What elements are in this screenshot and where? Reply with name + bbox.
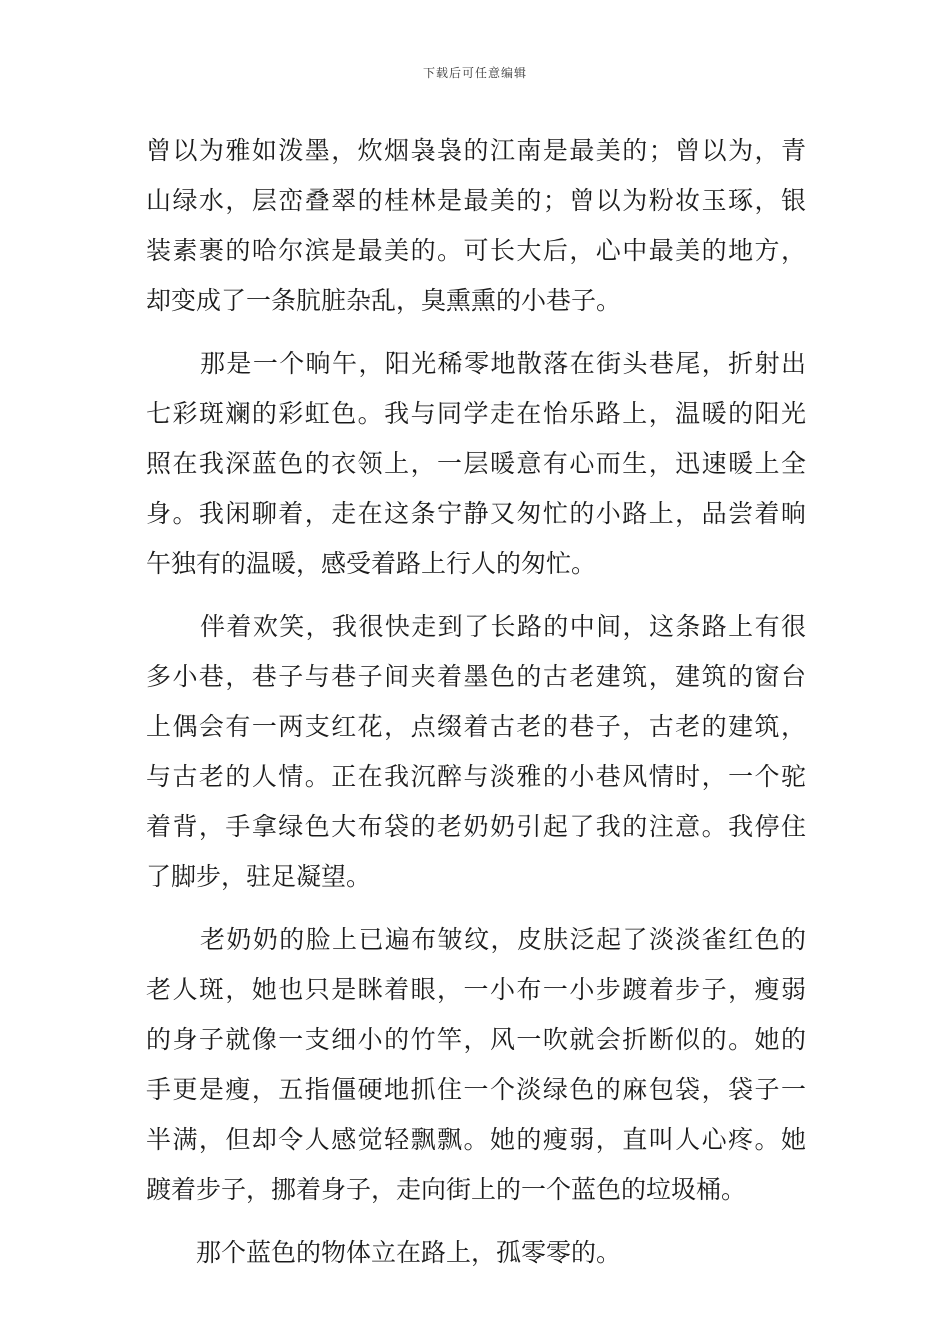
text-line: 伴着欢笑，我很快走到了长路的中间，这条路上有很 [200,612,806,641]
text-line: 那个蓝色的物体立在路上，孤零零的。 [196,1238,622,1267]
paragraph-gap [146,902,806,915]
text-line: 与古老的人情。正在我沉醉与淡雅的小巷风情时，一个驼 [146,762,806,791]
text-line: 照在我深蓝色的衣领上，一层暖意有心而生，迅速暖上全 [146,449,806,478]
text-line: 身。我闲聊着，走在这条宁静又匆忙的小路上，品尝着晌 [146,499,806,528]
text-line: 山绿水，层峦叠翠的桂林是最美的；曾以为粉妆玉琢，银 [146,186,806,215]
text-line: 多小巷，巷子与巷子间夹着墨色的古老建筑，建筑的窗台 [146,662,806,691]
text-line: 七彩斑斓的彩虹色。我与同学走在怡乐路上，温暖的阳光 [146,399,806,428]
text-line: 的身子就像一支细小的竹竿，风一吹就会折断似的。她的 [146,1025,806,1054]
text-line: 却变成了一条肮脏杂乱，臭熏熏的小巷子。 [146,286,622,315]
text-line: 老人斑，她也只是眯着眼，一小布一小步踱着步子，瘦弱 [146,975,806,1004]
text-line: 老奶奶的脸上已遍布皱纹，皮肤泛起了淡淡雀红色的 [200,925,806,954]
page-header: 下载后可任意编辑 [422,66,527,80]
paragraph-3 [146,602,806,902]
text-line: 了脚步，驻足凝望。 [146,862,372,891]
text-line: 手更是瘦，五指僵硬地抓住一个淡绿色的麻包袋，袋子一 [146,1075,806,1104]
paragraph-gap [146,326,806,339]
paragraph-gap [146,589,806,602]
paragraph-4 [146,915,806,1215]
text-line: 上偶会有一两支红花，点缀着古老的巷子，古老的建筑， [146,712,806,741]
paragraph-2 [146,339,806,589]
paragraph-5 [146,1228,806,1278]
text-line: 曾以为雅如泼墨，炊烟袅袅的江南是最美的；曾以为，青 [146,136,806,165]
text-line: 半满，但却令人感觉轻飘飘。她的瘦弱，直叫人心疼。她 [146,1125,806,1154]
text-line: 踱着步子，挪着身子，走向街上的一个蓝色的垃圾桶。 [146,1175,747,1204]
paragraph-1 [146,126,806,326]
paragraph-gap [146,1215,806,1228]
text-line: 那是一个晌午，阳光稀零地散落在街头巷尾，折射出 [200,349,806,378]
text-line: 装素裹的哈尔滨是最美的。可长大后，心中最美的地方， [146,236,806,265]
text-line: 午独有的温暖，感受着路上行人的匆忙。 [146,549,597,578]
article-body [146,126,806,1278]
text-line: 着背，手拿绿色大布袋的老奶奶引起了我的注意。我停住 [146,812,806,841]
